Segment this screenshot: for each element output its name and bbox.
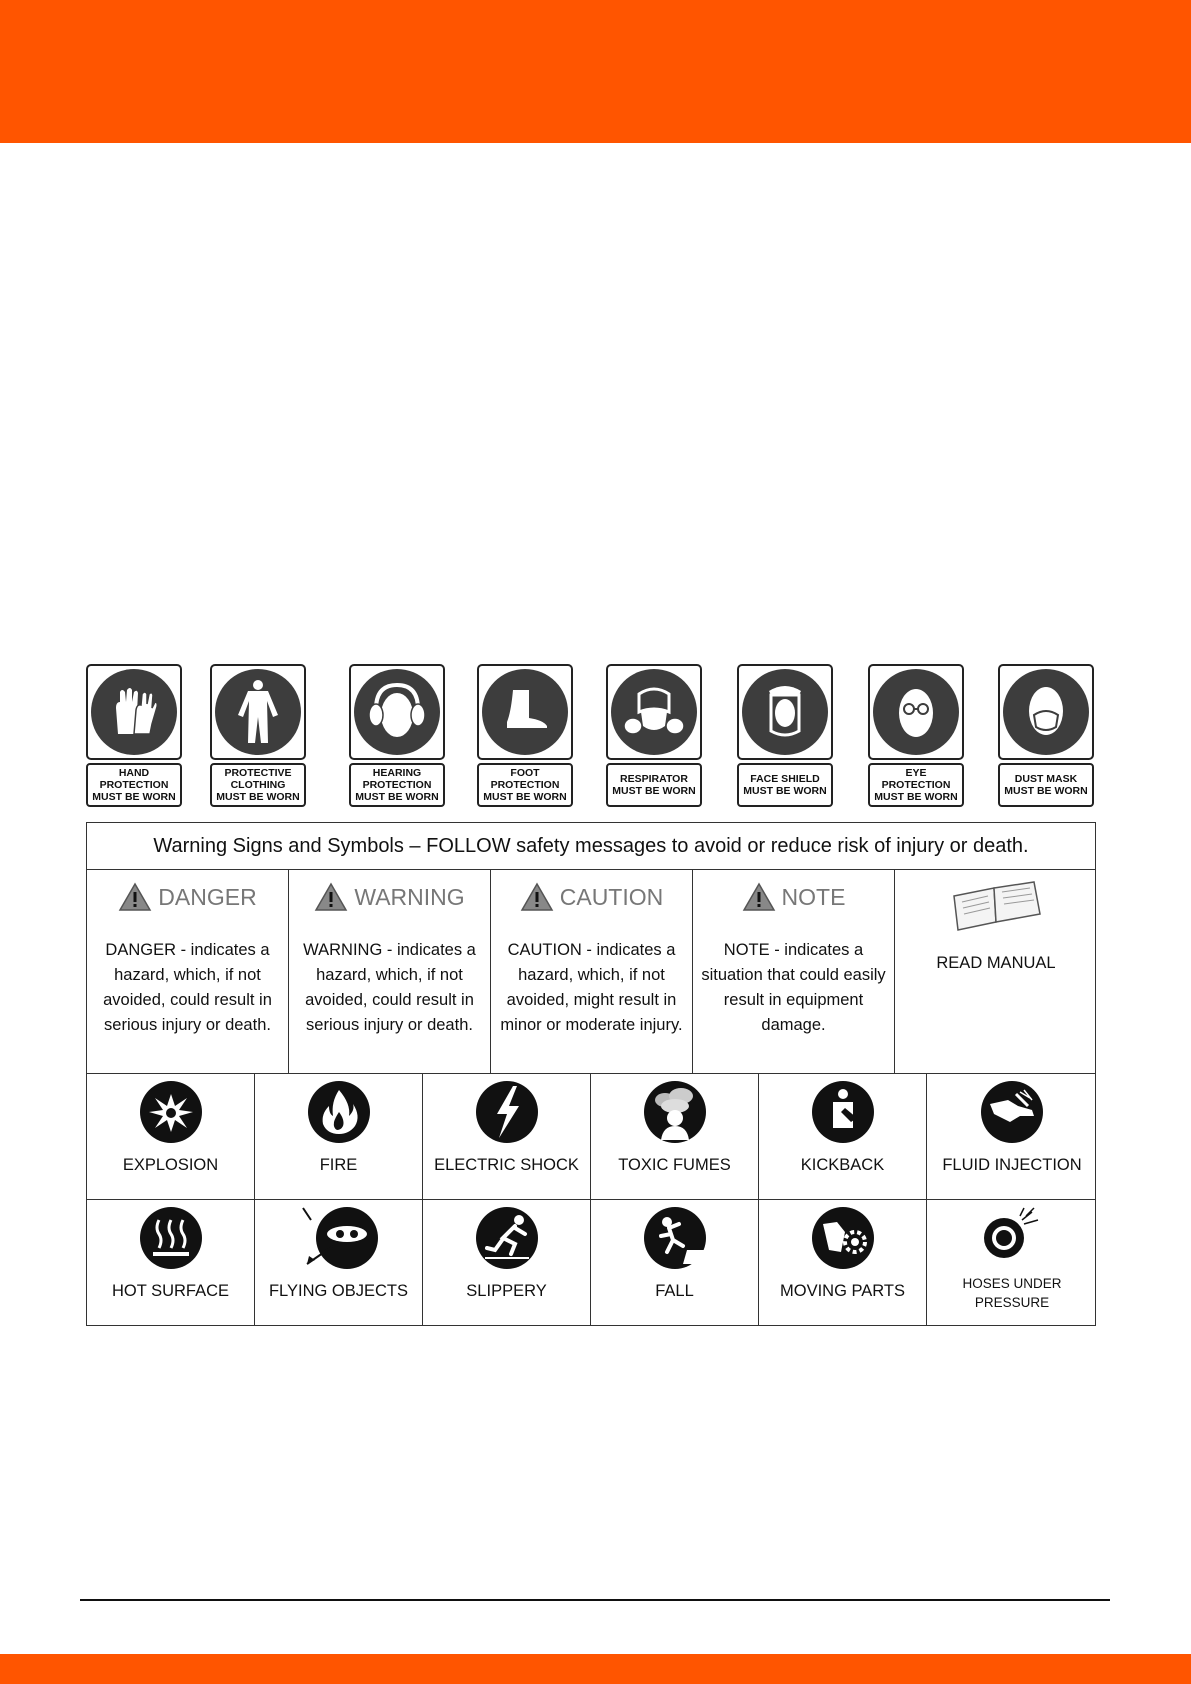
- ppe-sign-respirator: [606, 664, 706, 807]
- hazard-cell-fire: [255, 1074, 423, 1199]
- hazard-label: HOT SURFACE: [111, 1282, 230, 1300]
- hot-surface-icon: [139, 1206, 203, 1270]
- face-shield-icon: [755, 677, 815, 747]
- flying-objects-icon: [299, 1206, 379, 1270]
- hazard-label: FLUID INJECTION: [942, 1156, 1082, 1174]
- hazard-row: [87, 1200, 1095, 1325]
- ppe-label: HEARING PROTECTION MUST BE WORN: [349, 763, 445, 807]
- hazard-cell-fluid-injection: [927, 1074, 1097, 1199]
- fluid-injection-icon: [980, 1080, 1044, 1144]
- hazard-cell-explosion: [87, 1074, 255, 1199]
- signal-cell-caution: [491, 870, 693, 1073]
- coverall-icon: [228, 677, 288, 747]
- footer-divider: [80, 1599, 1110, 1601]
- hazard-cell-fall: [591, 1200, 759, 1325]
- signal-description: CAUTION - indicates a hazard, which, if not avoided, might result in minor or moderate injury.: [500, 941, 683, 1034]
- signal-cell-warning: [289, 870, 491, 1073]
- hazard-cell-electric-shock: [423, 1074, 591, 1199]
- respirator-icon: [619, 682, 689, 742]
- goggles-icon: [886, 677, 946, 747]
- explosion-icon: [139, 1080, 203, 1144]
- hazard-label: FALL: [655, 1282, 694, 1300]
- fall-icon: [643, 1206, 707, 1270]
- moving-parts-icon: [811, 1206, 875, 1270]
- hazard-row: [87, 1074, 1095, 1200]
- ppe-sign-foot-protection: [477, 664, 577, 807]
- ppe-sign-dust-mask: [998, 664, 1098, 807]
- open-book-icon: [948, 878, 1044, 934]
- hazard-label: FLYING OBJECTS: [268, 1282, 409, 1300]
- ppe-label: FOOT PROTECTION MUST BE WORN: [477, 763, 573, 807]
- signal-word: WARNING: [354, 883, 465, 910]
- warning-table-title: Warning Signs and Symbols – FOLLOW safety messages to avoid or reduce risk of injury or death.: [87, 823, 1095, 870]
- ppe-sign-eye-protection: [868, 664, 968, 807]
- hazard-label: EXPLOSION: [122, 1156, 219, 1174]
- signal-words-row: [87, 870, 1095, 1074]
- hazard-cell-hot-surface: [87, 1200, 255, 1325]
- ppe-label: EYE PROTECTION MUST BE WORN: [868, 763, 964, 807]
- hoses-under-pressure-icon: [980, 1206, 1044, 1262]
- ppe-label: HAND PROTECTION MUST BE WORN: [86, 763, 182, 807]
- hazard-label: KICKBACK: [800, 1156, 885, 1174]
- ppe-sign-protective-clothing: [210, 664, 310, 807]
- fire-icon: [307, 1080, 371, 1144]
- ppe-sign-face-shield: [737, 664, 837, 807]
- ppe-label: PROTECTIVE CLOTHING MUST BE WORN: [210, 763, 306, 807]
- ppe-signs-row: [0, 664, 1191, 814]
- hazard-cell-flying-objects: [255, 1200, 423, 1325]
- hazard-label: FIRE: [319, 1156, 358, 1174]
- toxic-fumes-icon: [643, 1080, 707, 1144]
- hazard-label: HOSES UNDER PRESSURE: [962, 1276, 1062, 1310]
- signal-cell-danger: [87, 870, 289, 1073]
- kickback-icon: [811, 1080, 875, 1144]
- signal-description: WARNING - indicates a hazard, which, if not avoided, could result in serious injury or death.: [303, 941, 476, 1034]
- hazard-label: ELECTRIC SHOCK: [434, 1156, 579, 1174]
- signal-description: DANGER - indicates a hazard, which, if not avoided, could result in serious injury or death.: [103, 941, 272, 1034]
- signal-word: CAUTION: [559, 883, 664, 910]
- warning-signs-table: [86, 822, 1096, 1326]
- warning-triangle-icon: [520, 882, 554, 912]
- hazard-cell-kickback: [759, 1074, 927, 1199]
- electric-shock-icon: [475, 1080, 539, 1144]
- hazard-label: MOVING PARTS: [780, 1282, 905, 1300]
- header-band: [0, 0, 1191, 143]
- signal-description: NOTE - indicates a situation that could easily result in equipment damage.: [701, 941, 886, 1034]
- hazard-cell-slippery: [423, 1200, 591, 1325]
- dust-mask-icon: [1016, 677, 1076, 747]
- ppe-label: RESPIRATOR MUST BE WORN: [606, 763, 702, 807]
- warning-triangle-icon: [314, 882, 348, 912]
- ppe-sign-hand-protection: [86, 664, 186, 807]
- signal-word: DANGER: [158, 883, 257, 910]
- ear-muffs-icon: [362, 677, 432, 747]
- boot-icon: [495, 682, 555, 742]
- signal-word: NOTE: [781, 883, 846, 910]
- signal-cell-read-manual: [895, 870, 1097, 1073]
- warning-triangle-icon: [118, 882, 152, 912]
- hazard-cell-hoses-under-pressure: [927, 1200, 1097, 1325]
- warning-triangle-icon: [742, 882, 776, 912]
- read-manual-label: READ MANUAL: [936, 954, 1056, 972]
- hazard-cell-toxic-fumes: [591, 1074, 759, 1199]
- ppe-label: FACE SHIELD MUST BE WORN: [737, 763, 833, 807]
- gloves-icon: [104, 682, 164, 742]
- signal-cell-note: [693, 870, 895, 1073]
- hazard-label: SLIPPERY: [466, 1282, 547, 1300]
- slippery-icon: [475, 1206, 539, 1270]
- ppe-sign-hearing-protection: [349, 664, 449, 807]
- ppe-label: DUST MASK MUST BE WORN: [998, 763, 1094, 807]
- hazard-cell-moving-parts: [759, 1200, 927, 1325]
- footer-band: [0, 1654, 1191, 1684]
- hazard-label: TOXIC FUMES: [618, 1156, 731, 1174]
